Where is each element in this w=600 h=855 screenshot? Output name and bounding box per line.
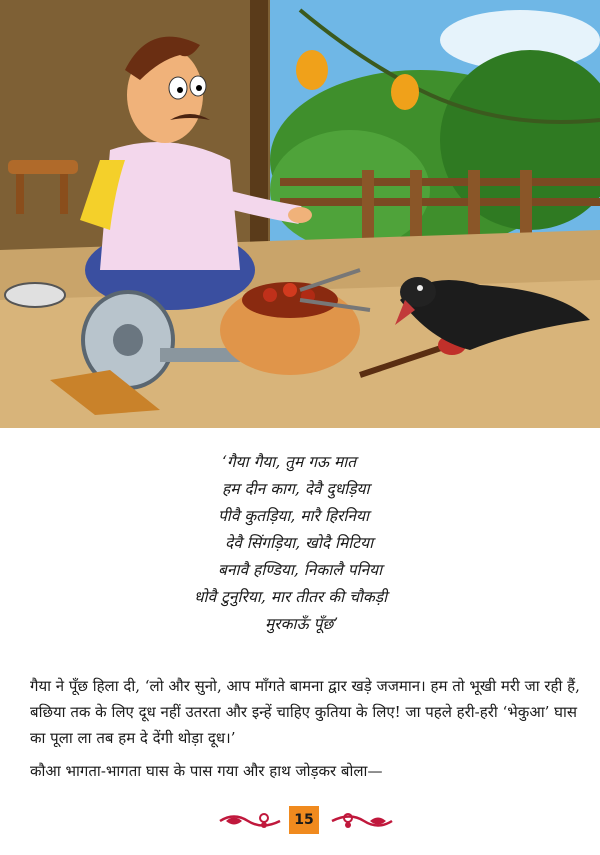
poem-line: बनावै हण्डिया, निकालै पनिया [218, 561, 383, 579]
poem-line: ‘गैया गैया, तुम गऊ मात [222, 453, 357, 471]
poem-line: हम दीन काग, देवै दुधड़िया [222, 480, 370, 498]
page-number: 15 [289, 806, 319, 834]
paragraph-text: कौआ भागता-भागता घास के पास गया और हाथ जोड़कर बोला— [30, 762, 383, 780]
poem-line: देवै सिंगड़िया, खोदै मिटिया [225, 534, 374, 552]
poem-line: धोवै टुनुरिया, मार तीतर की चौकड़ी [194, 588, 388, 606]
left-ornament-icon [218, 810, 282, 832]
story-paragraph [30, 673, 582, 751]
poem-line: पीवै कुतड़िया, मारै हिरनिया [218, 507, 370, 525]
poem-line: मुरकाऊँ पूँछ’ [265, 615, 339, 633]
page-footer [0, 806, 600, 840]
story-paragraph [30, 758, 582, 784]
right-ornament-icon [330, 810, 394, 832]
paragraph-text: गैया ने पूँछ हिला दी, ‘लो और सुनो, आप माँगते बामना द्वार खड़े जजमान। हम तो भूखी मरी जा रही हैं, बछिया तक के लिए दूध नहीं उतरता और इन्हें चाहिए कुतिया के लिए! जा पहले हरी-हरी ‘भेकुआ’ घास का पूला ला तब हम दे देंगी थोड़ा दूध।’ [30, 677, 580, 747]
